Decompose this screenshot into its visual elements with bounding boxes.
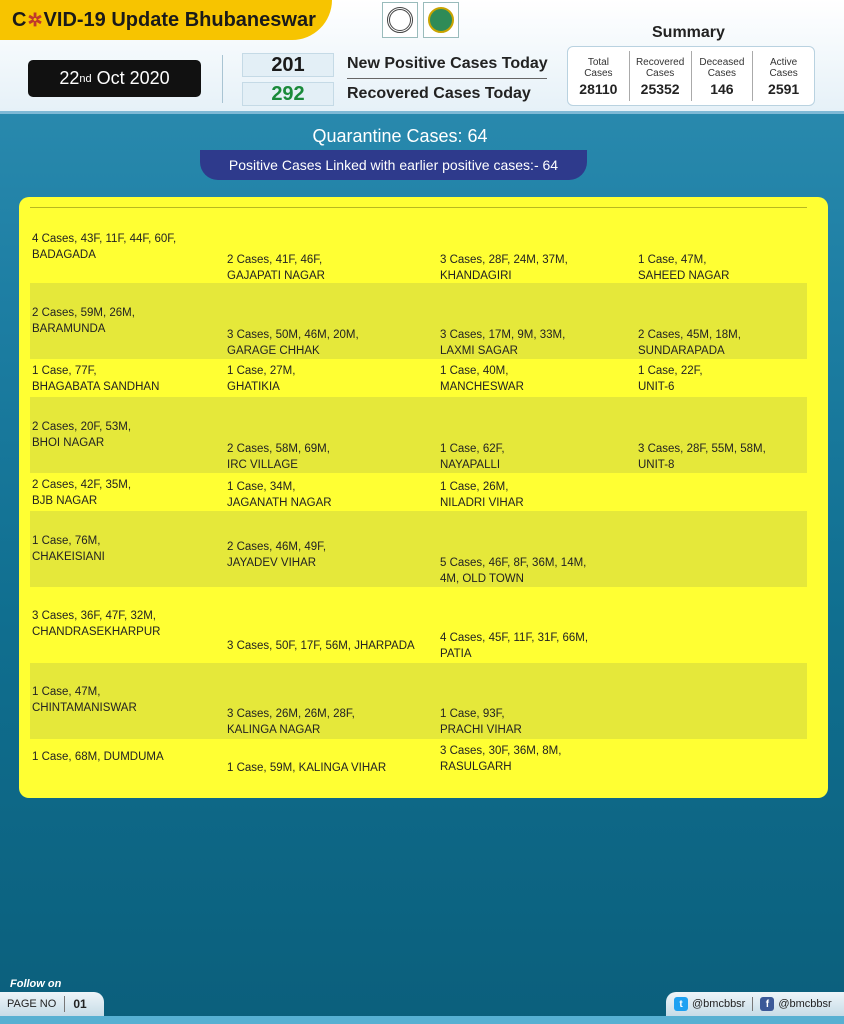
table-cell: 3 Cases, 26M, 26M, 28F, KALINGA NAGAR	[227, 708, 355, 736]
table-cell: 4 Cases, 45F, 11F, 31F, 66M, PATIA	[440, 632, 589, 660]
date-rest: Oct 2020	[91, 68, 170, 88]
table-cell: 3 Cases, 30F, 36M, 8M, RASULGARH	[440, 745, 562, 773]
summary-label: Total Cases	[584, 57, 613, 79]
table-row	[30, 511, 807, 587]
summary-value: 28110	[579, 81, 618, 97]
table-cell: 1 Case, 62F, NAYAPALLI	[440, 443, 505, 471]
quarantine-title: Quarantine Cases: 64	[312, 126, 488, 146]
table-row	[30, 209, 807, 283]
bmc-logo-icon	[423, 2, 459, 38]
summary-box	[567, 46, 815, 106]
summary-active	[753, 51, 814, 101]
bottom-bar	[0, 1016, 844, 1024]
table-cell: 2 Cases, 20F, 53M, BHOI NAGAR	[32, 421, 132, 449]
table-cell: 3 Cases, 28F, 55M, 58M, UNIT-8	[638, 443, 766, 471]
table-row	[30, 587, 807, 663]
recovered-count: 292	[242, 82, 334, 106]
table-row	[30, 359, 807, 397]
table-cell: 1 Case, 27M, GHATIKIA	[227, 365, 296, 393]
table-cell: 2 Cases, 59M, 26M, BARAMUNDA	[32, 307, 135, 335]
odisha-govt-logo-icon	[382, 2, 418, 38]
summary-value: 25352	[640, 81, 680, 97]
linked-cases-banner: Positive Cases Linked with earlier positive cases:- 64	[200, 150, 587, 180]
table-cell: 2 Cases, 46M, 49F, JAYADEV VIHAR	[227, 541, 327, 569]
new-positive-label: New Positive Cases Today	[347, 55, 548, 72]
facebook-icon[interactable]: f	[760, 997, 774, 1011]
summary-label: Active Cases	[769, 57, 798, 79]
virus-icon: ✲	[27, 9, 43, 30]
summary-value: 146	[710, 81, 734, 97]
social-links	[666, 992, 844, 1016]
summary-title: Summary	[652, 24, 725, 41]
date-day: 22	[59, 68, 80, 88]
table-cell: 1 Case, 76M, CHAKEISIANI	[32, 535, 105, 563]
table-cell: 1 Case, 59M, KALINGA VIHAR	[227, 762, 387, 774]
recovered-label: Recovered Cases Today	[347, 85, 531, 102]
twitter-icon[interactable]: t	[674, 997, 688, 1011]
twitter-handle-link[interactable]: @bmcbbsr	[692, 998, 746, 1010]
table-cell: 1 Case, 34M, JAGANATH NAGAR	[227, 481, 332, 509]
divider	[752, 997, 753, 1011]
table-cell: 1 Case, 26M, NILADRI VIHAR	[440, 481, 524, 509]
facebook-handle-link[interactable]: @bmcbbsr	[778, 998, 832, 1010]
table-cell: 1 Case, 68M, DUMDUMA	[32, 751, 164, 763]
divider	[64, 996, 65, 1012]
title-city: Bhubaneswar	[184, 8, 316, 31]
title-rest: VID-19 Update	[43, 8, 180, 31]
cases-table	[19, 197, 828, 798]
table-cell: 2 Cases, 41F, 46F, GAJAPATI NAGAR	[227, 254, 325, 282]
table-cell: 4 Cases, 43F, 11F, 44F, 60F, BADAGADA	[32, 233, 177, 261]
page-number-tab	[0, 992, 104, 1016]
table-cell: 3 Cases, 17M, 9M, 33M, LAXMI SAGAR	[440, 329, 566, 357]
table-cell: 1 Case, 77F, BHAGABATA SANDHAN	[32, 365, 160, 393]
table-cell: 2 Cases, 42F, 35M, BJB NAGAR	[32, 479, 132, 507]
new-positive-count: 201	[242, 53, 334, 77]
page-number: 01	[73, 997, 87, 1011]
summary-recovered	[630, 51, 692, 101]
table-row	[30, 739, 807, 779]
date-suffix: nd	[79, 72, 92, 85]
header	[0, 0, 844, 114]
table-cell: 1 Case, 93F, PRACHI VIHAR	[440, 708, 522, 736]
table-cell: 3 Cases, 36F, 47F, 32M, CHANDRASEKHARPUR	[32, 610, 161, 638]
table-cell: 1 Case, 47M, CHINTAMANISWAR	[32, 686, 137, 714]
divider	[347, 78, 547, 79]
table-cell: 1 Case, 40M, MANCHESWAR	[440, 365, 524, 393]
summary-label: Recovered Cases	[635, 57, 685, 79]
table-cell: 3 Cases, 50M, 46M, 20M, GARAGE CHHAK	[227, 329, 359, 357]
table-cell: 5 Cases, 46F, 8F, 36M, 14M, 4M, OLD TOWN	[440, 557, 587, 585]
table-cell: 3 Cases, 28F, 24M, 37M, KHANDAGIRI	[440, 254, 568, 282]
divider	[222, 55, 223, 103]
title-c: C	[12, 8, 27, 31]
summary-total	[568, 51, 630, 101]
table-cell: 1 Case, 22F, UNIT-6	[638, 365, 703, 393]
summary-value: 2591	[768, 81, 800, 97]
table-row	[30, 397, 807, 473]
table-cell: 2 Cases, 45M, 18M, SUNDARAPADA	[638, 329, 741, 357]
page-label: PAGE NO	[7, 998, 57, 1010]
page-title	[0, 0, 332, 40]
table-cell: 3 Cases, 50F, 17F, 56M, JHARPADA	[227, 640, 415, 652]
summary-label: Deceased Cases	[699, 57, 745, 79]
table-row	[30, 663, 807, 739]
table-cell: 1 Case, 47M, SAHEED NAGAR	[638, 254, 730, 282]
table-row	[30, 473, 807, 511]
divider	[30, 207, 807, 208]
summary-deceased	[692, 51, 754, 101]
date-badge	[28, 60, 201, 97]
follow-label: Follow on	[10, 978, 62, 990]
table-cell: 2 Cases, 58M, 69M, IRC VILLAGE	[227, 443, 330, 471]
table-row	[30, 283, 807, 359]
